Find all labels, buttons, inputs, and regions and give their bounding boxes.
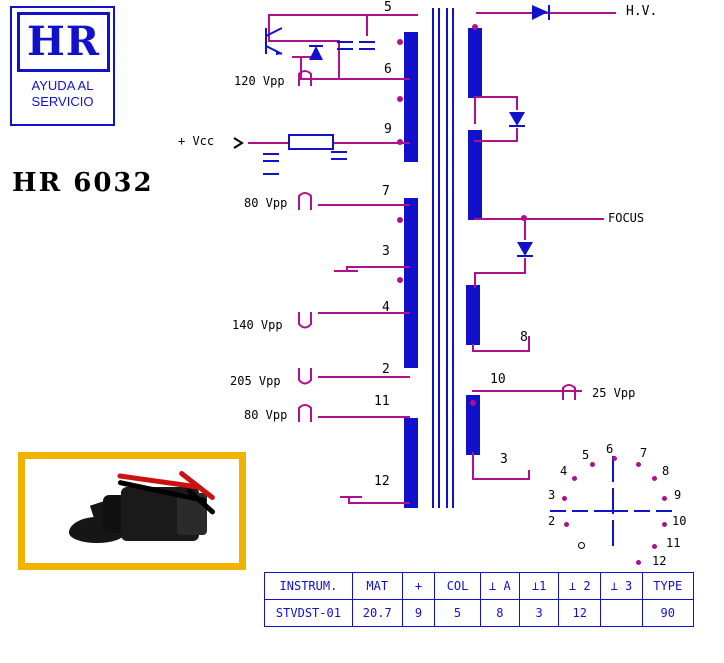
resistor-symbol <box>288 132 334 152</box>
table-header-cell: MAT <box>352 573 402 600</box>
table-header-cell: TYPE <box>642 573 693 600</box>
pin-label-10: 10 <box>490 372 506 387</box>
table-cell: 90 <box>642 600 693 627</box>
table-cell: 12 <box>559 600 601 627</box>
table-row <box>265 600 694 627</box>
hv-label: H.V. <box>626 4 658 19</box>
pinmap-pin-5: 5 <box>582 448 590 462</box>
coil-primary-lower <box>404 418 418 508</box>
focus-label: FOCUS <box>608 211 645 225</box>
capacitor-symbol-2 <box>358 36 376 60</box>
voltage-label-25: 25 Vpp <box>592 386 636 400</box>
table-cell: 3 <box>520 600 559 627</box>
pin-label-2: 2 <box>382 362 390 377</box>
table-header-row <box>265 573 694 600</box>
transistor-symbol <box>256 26 290 56</box>
pinmap-pin-10: 10 <box>672 514 687 528</box>
waveform-80a <box>298 190 324 212</box>
pinmap-pin-3: 3 <box>548 488 556 502</box>
coil-secondary-1 <box>468 28 482 98</box>
pin-label-9: 9 <box>384 122 392 137</box>
table-header-cell: INSTRUM. <box>265 573 353 600</box>
page-title: HR 6032 <box>12 168 154 198</box>
pinout-diagram <box>540 442 710 570</box>
voltage-label-120: 120 Vpp <box>234 74 285 88</box>
voltage-label-80b: 80 Vpp <box>244 408 288 422</box>
secondary-diode-2 <box>514 236 536 262</box>
table-cell <box>601 600 642 627</box>
spec-table <box>264 572 694 627</box>
waveform-140 <box>298 310 324 332</box>
pinmap-pin-7: 7 <box>640 446 648 460</box>
pinmap-pin-9: 9 <box>674 488 682 502</box>
vcc-label: + Vcc <box>178 134 215 148</box>
coil-secondary-2 <box>468 130 482 220</box>
table-header-cell: ⊥ A <box>480 573 519 600</box>
table-cell: 20.7 <box>352 600 402 627</box>
table-header-cell: ⊥ 3 <box>601 573 642 600</box>
waveform-25 <box>562 382 588 402</box>
damper-diode-symbol <box>306 40 326 66</box>
table-cell: 5 <box>435 600 480 627</box>
pin-label-6: 6 <box>384 62 392 77</box>
pin-label-8: 8 <box>520 330 528 345</box>
pinmap-pin-2: 2 <box>548 514 556 528</box>
pinmap-pin-11: 11 <box>666 536 681 550</box>
pinmap-pin-6: 6 <box>606 442 614 456</box>
table-header-cell: ⊥1 <box>520 573 559 600</box>
pin-label-12: 12 <box>374 474 390 489</box>
pinmap-pin-4: 4 <box>560 464 568 478</box>
waveform-205 <box>298 366 324 388</box>
table-header-cell: + <box>402 573 435 600</box>
table-header-cell: ⊥ 2 <box>559 573 601 600</box>
secondary-diode-1 <box>506 106 528 132</box>
voltage-label-80a: 80 Vpp <box>244 196 288 210</box>
brand-logo-subtitle-line1: AYUDA AL <box>31 78 94 93</box>
brand-logo-subtitle-line2: SERVICIO <box>31 94 94 109</box>
waveform-80b <box>298 402 324 424</box>
coil-secondary-3 <box>466 285 480 345</box>
brand-logo-text: HR <box>17 12 110 72</box>
capacitor-symbol-1 <box>336 36 354 60</box>
pinmap-pin-12: 12 <box>652 554 667 568</box>
table-cell: STVDST-01 <box>265 600 353 627</box>
pin-label-3-secondary: 3 <box>500 452 508 467</box>
pinmap-pin-8: 8 <box>662 464 670 478</box>
pin-label-7: 7 <box>382 184 390 199</box>
voltage-label-140: 140 Vpp <box>232 318 283 332</box>
capacitor-symbol-4 <box>330 146 348 170</box>
waveform-120 <box>298 68 324 88</box>
voltage-label-205: 205 Vpp <box>230 374 281 388</box>
pin-label-11: 11 <box>374 394 390 409</box>
pin-label-4: 4 <box>382 300 390 315</box>
vcc-arrow <box>232 136 246 150</box>
pin-label-3: 3 <box>382 244 390 259</box>
table-cell: 8 <box>480 600 519 627</box>
table-header-cell: COL <box>435 573 480 600</box>
capacitor-symbol-3 <box>262 146 280 180</box>
coil-primary-mid <box>404 198 418 368</box>
pin-label-5: 5 <box>384 0 392 15</box>
table-cell: 9 <box>402 600 435 627</box>
hv-diode-symbol <box>528 2 554 24</box>
